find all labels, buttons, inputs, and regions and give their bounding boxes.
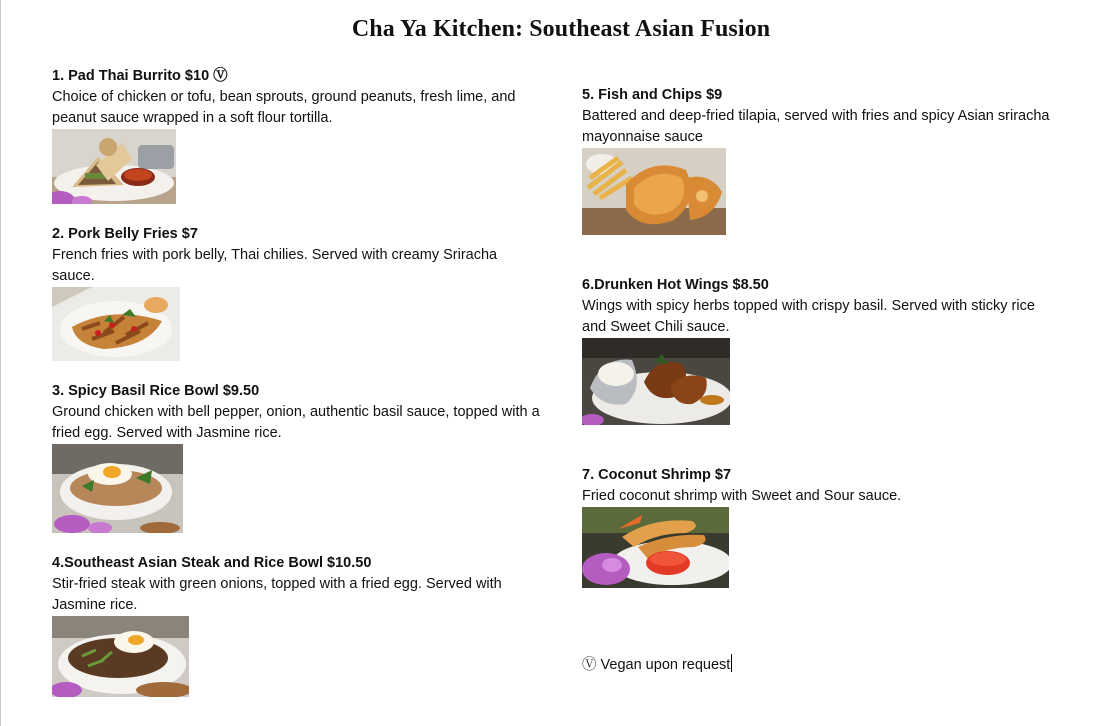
menu-item-coconut-shrimp [582,465,1052,588]
menu-item-pad-thai-burrito [52,66,542,204]
menu-item-description: Fried coconut shrimp with Sweet and Sour sauce. [582,488,902,504]
menu-item-description: Battered and deep-fried tilapia, served with fries and spicy Asian sriracha mayonnaise sauce [582,108,1050,145]
menu-item-description: French fries with pork belly, Thai chilies. Served with creamy Sriracha sauce. [52,247,498,284]
page-title: Cha Ya Kitchen: Southeast Asian Fusion [351,16,771,42]
menu-item-steak-and-rice-bowl [52,553,542,697]
text-cursor [731,654,732,672]
menu-item-spicy-basil-rice-bowl [52,381,542,533]
menu-item-pork-belly-fries [52,224,542,361]
menu-item-title: 3. Spicy Basil Rice Bowl $9.50 [52,383,260,399]
menu-item-title: 7. Coconut Shrimp $7 [582,467,732,483]
menu-item-title: 4.Southeast Asian Steak and Rice Bowl $10.50 [52,555,372,571]
menu-item-description: Stir-fried steak with green onions, topped with a fried egg. Served with Jasmine rice. [52,576,502,613]
menu-item-title: 1. Pad Thai Burrito $10 Ⓥ [52,68,228,84]
menu-item-title: 2. Pork Belly Fries $7 [52,226,198,242]
menu-item-description: Ground chicken with bell pepper, onion, authentic basil sauce, topped with a fried egg. Served with Jasmine rice. [52,404,540,441]
coconut-shrimp-photo [582,507,729,588]
menu-item-fish-and-chips [582,85,1052,235]
fish-and-chips-photo [582,148,726,235]
vegan-note[interactable] [582,654,732,676]
menu-item-drunken-hot-wings [582,275,1052,425]
vegan-note-text: Ⓥ Vegan upon request [582,657,731,673]
steak-and-rice-bowl-photo [52,616,189,697]
spicy-basil-rice-bowl-photo [52,444,183,533]
drunken-hot-wings-photo [582,338,730,425]
pork-belly-fries-photo [52,287,180,361]
menu-item-description: Choice of chicken or tofu, bean sprouts, ground peanuts, fresh lime, and peanut sauce wrapped in a soft flour tortilla. [52,89,516,126]
pad-thai-burrito-photo [52,129,176,204]
menu-item-title: 5. Fish and Chips $9 [582,87,723,103]
menu-item-description: Wings with spicy herbs topped with crispy basil. Served with sticky rice and Sweet Chili sauce. [582,298,1035,335]
menu-item-title: 6.Drunken Hot Wings $8.50 [582,277,769,293]
